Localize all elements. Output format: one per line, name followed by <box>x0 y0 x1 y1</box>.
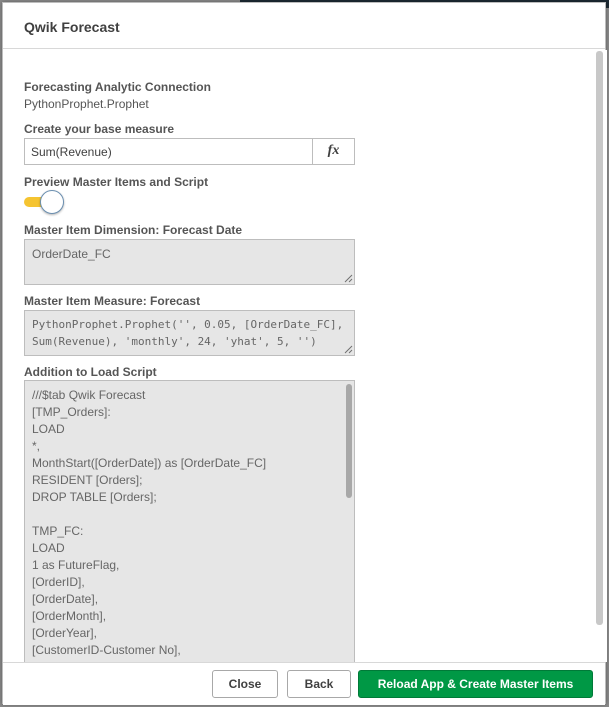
back-button[interactable]: Back <box>287 670 351 698</box>
qwik-forecast-dialog <box>2 2 606 704</box>
base-measure-field <box>24 138 355 165</box>
dialog-header <box>3 3 605 49</box>
connection-label: Forecasting Analytic Connection <box>24 80 211 94</box>
preview-toggle[interactable] <box>24 190 66 214</box>
script-line: RESIDENT [Orders]; <box>32 473 143 487</box>
connection-value: PythonProphet.Prophet <box>24 97 149 111</box>
dimension-textarea[interactable] <box>24 239 355 285</box>
script-line <box>32 506 266 523</box>
script-line: LOAD <box>32 422 65 436</box>
measure-textarea[interactable] <box>24 310 355 356</box>
script-label: Addition to Load Script <box>24 365 157 379</box>
fx-icon: fx <box>327 143 340 158</box>
base-measure-input[interactable] <box>25 139 312 164</box>
base-measure-label: Create your base measure <box>24 122 175 136</box>
script-line: LOAD <box>32 541 65 555</box>
toggle-knob[interactable] <box>40 190 64 214</box>
script-line: ///$tab Qwik Forecast <box>32 388 146 402</box>
load-script-textarea[interactable] <box>24 380 355 662</box>
dimension-label: Master Item Dimension: Forecast Date <box>24 223 243 237</box>
script-line: *, <box>32 439 41 453</box>
expression-editor-button[interactable] <box>312 139 354 164</box>
reload-create-master-items-button[interactable]: Reload App & Create Master Items <box>358 670 593 698</box>
script-line: [CustomerID-Customer No], <box>32 643 181 657</box>
script-line: MonthStart([OrderDate]) as [OrderDate_FC] <box>32 456 267 470</box>
script-line: [OrderDate], <box>32 592 99 606</box>
measure-label: Master Item Measure: Forecast <box>24 294 201 308</box>
script-line: TMP_FC: <box>32 524 84 538</box>
preview-label: Preview Master Items and Script <box>24 175 209 189</box>
dialog-body <box>3 50 591 662</box>
script-line: [TMP_Orders]: <box>32 405 111 419</box>
dialog-scrollbar[interactable] <box>596 51 603 625</box>
resize-grip-icon[interactable] <box>344 345 353 354</box>
script-line: [OrderID], <box>32 575 85 589</box>
script-line: [OrderYear], <box>32 626 97 640</box>
close-button[interactable]: Close <box>212 670 278 698</box>
resize-grip-icon[interactable] <box>344 274 353 283</box>
dimension-value: OrderDate_FC <box>32 247 111 261</box>
dialog-title: Qwik Forecast <box>24 19 120 35</box>
measure-line: Sum(Revenue), 'monthly', 24, 'yhat', 5, '') <box>32 335 317 348</box>
dialog-footer <box>3 662 605 705</box>
script-lines <box>32 387 266 659</box>
script-line: 1 as FutureFlag, <box>32 558 120 572</box>
script-scrollbar[interactable] <box>346 384 352 498</box>
script-line: DROP TABLE [Orders]; <box>32 490 157 504</box>
script-line: [OrderMonth], <box>32 609 107 623</box>
measure-line: PythonProphet.Prophet('', 0.05, [OrderDate_FC], <box>32 318 344 331</box>
